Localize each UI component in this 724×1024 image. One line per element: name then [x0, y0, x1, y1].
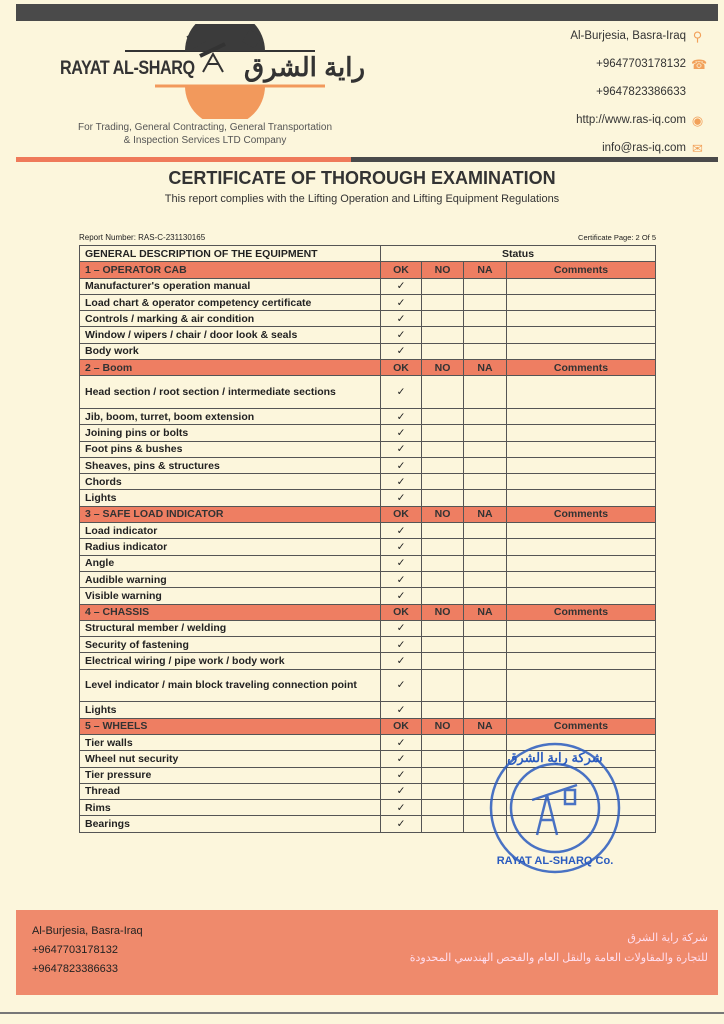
- table-row: [80, 620, 656, 636]
- report-number: Report Number: RAS-C-231130165: [79, 233, 206, 242]
- no-cell: [422, 311, 464, 327]
- na-cell: [464, 408, 507, 424]
- comments-cell: [507, 653, 656, 669]
- item-label: Head section / root section / intermediate sections: [80, 376, 381, 409]
- na-cell: [464, 311, 507, 327]
- no-cell: [422, 571, 464, 587]
- table-row: [80, 702, 656, 718]
- column-header: NO: [422, 604, 464, 620]
- column-header: Comments: [507, 506, 656, 522]
- item-label: Manufacturer's operation manual: [80, 278, 381, 294]
- na-cell: [464, 457, 507, 473]
- no-cell: [422, 376, 464, 409]
- column-header: Comments: [507, 360, 656, 376]
- comments-cell: [507, 457, 656, 473]
- column-header: OK: [381, 360, 422, 376]
- column-header: OK: [381, 604, 422, 620]
- item-label: Visible warning: [80, 588, 381, 604]
- comments-cell: [507, 637, 656, 653]
- item-label: Jib, boom, turret, boom extension: [80, 408, 381, 424]
- na-cell: [464, 294, 507, 310]
- column-header: NA: [464, 262, 507, 278]
- table-row: [80, 408, 656, 424]
- ok-check-cell: ✓: [381, 653, 422, 669]
- item-label: Thread: [80, 783, 381, 799]
- na-cell: [464, 539, 507, 555]
- ok-check-cell: ✓: [381, 294, 422, 310]
- no-cell: [422, 767, 464, 783]
- no-cell: [422, 620, 464, 636]
- ok-check-cell: ✓: [381, 816, 422, 832]
- comments-cell: [507, 408, 656, 424]
- comments-cell: [507, 278, 656, 294]
- no-cell: [422, 278, 464, 294]
- no-cell: [422, 734, 464, 750]
- tagline: [40, 121, 370, 147]
- no-cell: [422, 702, 464, 718]
- na-cell: [464, 653, 507, 669]
- ok-check-cell: ✓: [381, 800, 422, 816]
- no-cell: [422, 588, 464, 604]
- certificate-subtitle: This report complies with the Lifting Operation and Lifting Equipment Regulations: [164, 193, 560, 205]
- column-header: OK: [381, 506, 422, 522]
- website-link[interactable]: http://www.ras-iq.com: [576, 114, 686, 126]
- na-cell: [464, 278, 507, 294]
- ok-check-cell: ✓: [381, 620, 422, 636]
- table-row: [80, 278, 656, 294]
- column-header: Comments: [507, 262, 656, 278]
- column-header: NO: [422, 718, 464, 734]
- item-label: Tier walls: [80, 734, 381, 750]
- divider-accent: [16, 157, 351, 162]
- company-stamp: [487, 740, 623, 876]
- no-cell: [422, 653, 464, 669]
- item-label: Joining pins or bolts: [80, 425, 381, 441]
- section-header-row: [80, 262, 656, 278]
- section-header-row: [80, 718, 656, 734]
- item-label: Audible warning: [80, 571, 381, 587]
- ok-check-cell: ✓: [381, 474, 422, 490]
- ok-check-cell: ✓: [381, 425, 422, 441]
- na-cell: [464, 474, 507, 490]
- brand-name-ar: راية الشرق: [244, 52, 366, 82]
- no-cell: [422, 637, 464, 653]
- no-cell: [422, 490, 464, 506]
- column-header: NO: [422, 262, 464, 278]
- na-cell: [464, 588, 507, 604]
- comments-cell: [507, 588, 656, 604]
- tagline-line-1: For Trading, General Contracting, General Transportation: [77, 122, 333, 133]
- ok-check-cell: ✓: [381, 588, 422, 604]
- na-cell: [464, 343, 507, 359]
- no-cell: [422, 474, 464, 490]
- na-cell: [464, 376, 507, 409]
- section-title: 1 – OPERATOR CAB: [80, 262, 381, 278]
- svg-text:RAYAT AL-SHARQ Co.: RAYAT AL-SHARQ Co.: [496, 855, 614, 867]
- item-label: Sheaves, pins & structures: [80, 457, 381, 473]
- table-row: [80, 490, 656, 506]
- ok-check-cell: ✓: [381, 702, 422, 718]
- na-cell: [464, 523, 507, 539]
- table-row: [80, 523, 656, 539]
- no-cell: [422, 751, 464, 767]
- no-cell: [422, 294, 464, 310]
- item-label: Chords: [80, 474, 381, 490]
- ok-check-cell: ✓: [381, 571, 422, 587]
- item-label: Lights: [80, 490, 381, 506]
- ok-check-cell: ✓: [381, 441, 422, 457]
- column-header: NO: [422, 360, 464, 376]
- item-label: Window / wipers / chair / door look & seals: [80, 327, 381, 343]
- ok-check-cell: ✓: [381, 539, 422, 555]
- footer: [16, 910, 718, 995]
- certificate-page: Certificate Page: 2 Of 5: [578, 233, 656, 242]
- footer-address: Al-Burjesia, Basra-Iraq: [32, 925, 143, 937]
- ok-check-cell: ✓: [381, 637, 422, 653]
- section-title: 2 – Boom: [80, 360, 381, 376]
- column-header: NA: [464, 718, 507, 734]
- comments-cell: [507, 620, 656, 636]
- item-label: Lights: [80, 702, 381, 718]
- phone-1: +9647703178132: [596, 58, 686, 70]
- table-row: [80, 588, 656, 604]
- na-cell: [464, 327, 507, 343]
- na-cell: [464, 441, 507, 457]
- comments-cell: [507, 702, 656, 718]
- phone-icon: ☎: [691, 56, 708, 72]
- brand-name-en: RAYAT AL-SHARQ: [60, 58, 195, 79]
- na-cell: [464, 620, 507, 636]
- column-header: NA: [464, 360, 507, 376]
- status-header: Status: [381, 246, 656, 262]
- ok-check-cell: ✓: [381, 555, 422, 571]
- section-header-row: [80, 506, 656, 522]
- ok-check-cell: ✓: [381, 457, 422, 473]
- item-label: Bearings: [80, 816, 381, 832]
- no-cell: [422, 408, 464, 424]
- item-label: Radius indicator: [80, 539, 381, 555]
- table-row: [80, 311, 656, 327]
- tagline-line-2: & Inspection Services LTD Company: [123, 135, 287, 146]
- na-cell: [464, 490, 507, 506]
- comments-cell: [507, 523, 656, 539]
- na-cell: [464, 702, 507, 718]
- table-header-row: [80, 246, 656, 262]
- ok-check-cell: ✓: [381, 751, 422, 767]
- top-bar: [16, 4, 718, 21]
- na-cell: [464, 669, 507, 702]
- comments-cell: [507, 539, 656, 555]
- bottom-line: [0, 1012, 724, 1014]
- section-title: 4 – CHASSIS: [80, 604, 381, 620]
- table-row: [80, 474, 656, 490]
- comments-cell: [507, 555, 656, 571]
- comments-cell: [507, 425, 656, 441]
- item-label: Structural member / welding: [80, 620, 381, 636]
- no-cell: [422, 523, 464, 539]
- desc-header: GENERAL DESCRIPTION OF THE EQUIPMENT: [80, 246, 381, 262]
- column-header: NA: [464, 506, 507, 522]
- table-row: [80, 571, 656, 587]
- no-cell: [422, 457, 464, 473]
- item-label: Load indicator: [80, 523, 381, 539]
- location-pin-icon: ⚲: [692, 28, 703, 44]
- envelope-icon: ✉: [692, 140, 703, 156]
- svg-text:شركة راية الشرق: شركة راية الشرق: [507, 750, 603, 765]
- column-header: Comments: [507, 718, 656, 734]
- ok-check-cell: ✓: [381, 327, 422, 343]
- ok-check-cell: ✓: [381, 490, 422, 506]
- no-cell: [422, 327, 464, 343]
- no-cell: [422, 816, 464, 832]
- certificate-title: CERTIFICATE OF THOROUGH EXAMINATION: [168, 168, 556, 188]
- comments-cell: [507, 571, 656, 587]
- no-cell: [422, 441, 464, 457]
- no-cell: [422, 425, 464, 441]
- no-cell: [422, 669, 464, 702]
- ok-check-cell: ✓: [381, 376, 422, 409]
- comments-cell: [507, 376, 656, 409]
- comments-cell: [507, 343, 656, 359]
- na-cell: [464, 571, 507, 587]
- column-header: NO: [422, 506, 464, 522]
- column-header: OK: [381, 718, 422, 734]
- table-row: [80, 637, 656, 653]
- phone-2: +9647823386633: [596, 86, 686, 98]
- no-cell: [422, 539, 464, 555]
- ok-check-cell: ✓: [381, 408, 422, 424]
- table-row: [80, 555, 656, 571]
- footer-description-ar: للتجارة والمقاولات العامة والنقل العام والفحص الهندسي المحدودة: [409, 952, 708, 964]
- ok-check-cell: ✓: [381, 523, 422, 539]
- email-link[interactable]: info@ras-iq.com: [602, 142, 686, 154]
- footer-company-ar: شركة راية الشرق: [627, 932, 708, 944]
- item-label: Load chart & operator competency certificate: [80, 294, 381, 310]
- divider-dark: [351, 157, 718, 162]
- item-label: Foot pins & bushes: [80, 441, 381, 457]
- section-title: 3 – SAFE LOAD INDICATOR: [80, 506, 381, 522]
- column-header: Comments: [507, 604, 656, 620]
- comments-cell: [507, 294, 656, 310]
- table-row: [80, 376, 656, 409]
- na-cell: [464, 425, 507, 441]
- no-cell: [422, 783, 464, 799]
- column-header: NA: [464, 604, 507, 620]
- comments-cell: [507, 669, 656, 702]
- table-row: [80, 653, 656, 669]
- na-cell: [464, 555, 507, 571]
- item-label: Tier pressure: [80, 767, 381, 783]
- ok-check-cell: ✓: [381, 278, 422, 294]
- section-header-row: [80, 604, 656, 620]
- table-row: [80, 441, 656, 457]
- comments-cell: [507, 441, 656, 457]
- na-cell: [464, 637, 507, 653]
- no-cell: [422, 800, 464, 816]
- item-label: Rims: [80, 800, 381, 816]
- ok-check-cell: ✓: [381, 669, 422, 702]
- section-header-row: [80, 360, 656, 376]
- item-label: Controls / marking & air condition: [80, 311, 381, 327]
- item-label: Security of fastening: [80, 637, 381, 653]
- column-header: OK: [381, 262, 422, 278]
- contact-info: [570, 22, 708, 162]
- no-cell: [422, 343, 464, 359]
- address: Al-Burjesia, Basra-Iraq: [570, 30, 686, 42]
- section-title: 5 – WHEELS: [80, 718, 381, 734]
- globe-icon: ◉: [691, 112, 704, 128]
- table-row: [80, 343, 656, 359]
- table-row: [80, 539, 656, 555]
- comments-cell: [507, 311, 656, 327]
- ok-check-cell: ✓: [381, 783, 422, 799]
- item-label: Wheel nut security: [80, 751, 381, 767]
- item-label: Electrical wiring / pipe work / body work: [80, 653, 381, 669]
- comments-cell: [507, 490, 656, 506]
- item-label: Level indicator / main block traveling connection point: [80, 669, 381, 702]
- table-row: [80, 327, 656, 343]
- ok-check-cell: ✓: [381, 343, 422, 359]
- item-label: Angle: [80, 555, 381, 571]
- table-row: [80, 669, 656, 702]
- item-label: Body work: [80, 343, 381, 359]
- table-row: [80, 294, 656, 310]
- ok-check-cell: ✓: [381, 311, 422, 327]
- ok-check-cell: ✓: [381, 767, 422, 783]
- no-cell: [422, 555, 464, 571]
- comments-cell: [507, 474, 656, 490]
- footer-phone-1: +9647703178132: [32, 944, 118, 956]
- comments-cell: [507, 327, 656, 343]
- table-row: [80, 425, 656, 441]
- ok-check-cell: ✓: [381, 734, 422, 750]
- footer-phone-2: +9647823386633: [32, 963, 118, 975]
- table-row: [80, 457, 656, 473]
